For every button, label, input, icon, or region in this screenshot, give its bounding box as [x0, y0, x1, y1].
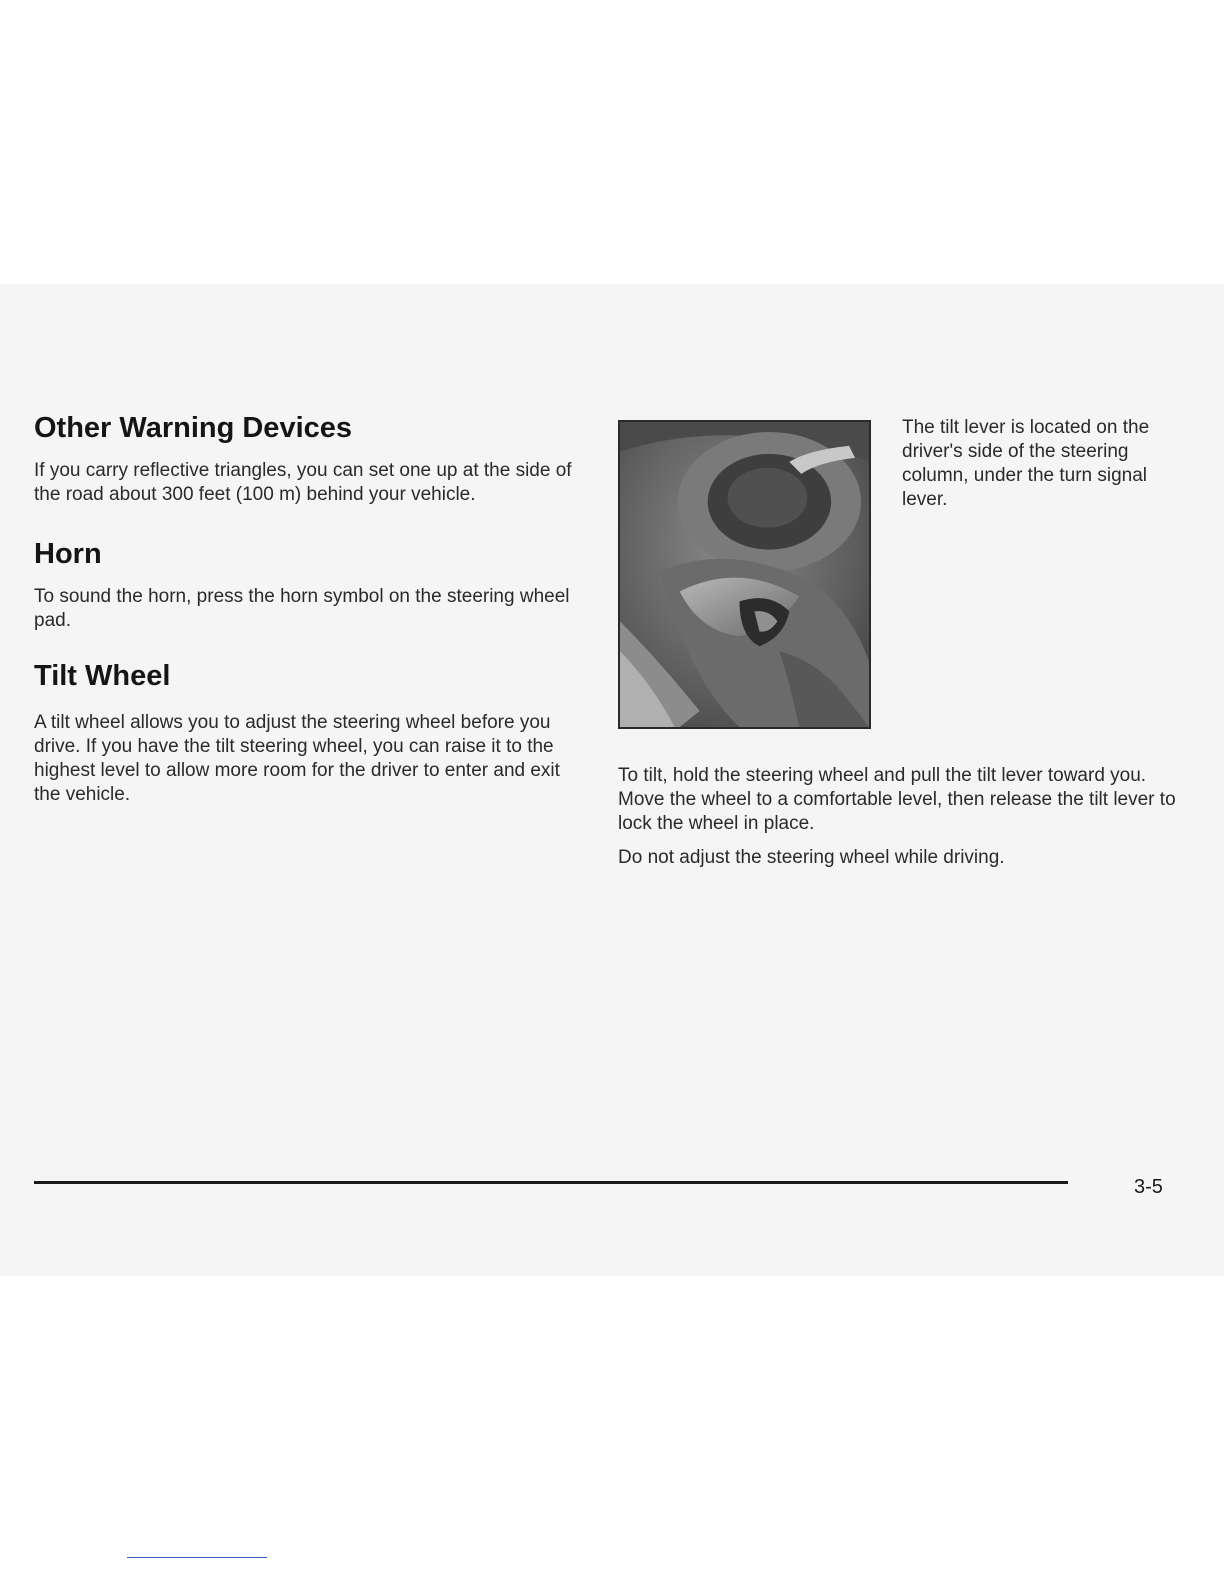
paragraph-horn: To sound the horn, press the horn symbol on the steering wheel pad.	[34, 586, 570, 631]
section-other-warning-devices	[34, 411, 579, 507]
heading-other-warning-devices: Other Warning Devices	[34, 412, 353, 444]
paragraph-tilt-instructions: To tilt, hold the steering wheel and pull the tilt lever toward you. Move the wheel to a comfortable level, then release the tilt lever to lock the wheel in place.	[618, 765, 1176, 834]
footer-rule	[34, 1181, 1068, 1184]
bottom-underline-mark	[127, 1557, 267, 1558]
left-column	[34, 411, 579, 807]
section-tilt-wheel	[34, 659, 579, 807]
page-number: 3-5	[1134, 1176, 1163, 1198]
heading-tilt-wheel: Tilt Wheel	[34, 660, 171, 692]
heading-horn: Horn	[34, 538, 102, 570]
tilt-lever-photo	[618, 420, 871, 729]
section-horn	[34, 537, 579, 633]
paragraph-driving-warning: Do not adjust the steering wheel while driving.	[618, 847, 1005, 868]
photo-caption: The tilt lever is located on the driver's side of the steering column, under the turn signal lever.	[902, 417, 1150, 510]
steering-column-illustration	[620, 422, 869, 727]
right-column	[618, 764, 1178, 870]
paragraph-reflective-triangles: If you carry reflective triangles, you can set one up at the side of the road about 300 feet (100 m) behind your vehicle.	[34, 460, 572, 505]
paragraph-tilt-wheel: A tilt wheel allows you to adjust the steering wheel before you drive. If you have the tilt steering wheel, you can raise it to the highest level to allow more room for the driver to enter and exit the vehicle.	[34, 712, 560, 805]
